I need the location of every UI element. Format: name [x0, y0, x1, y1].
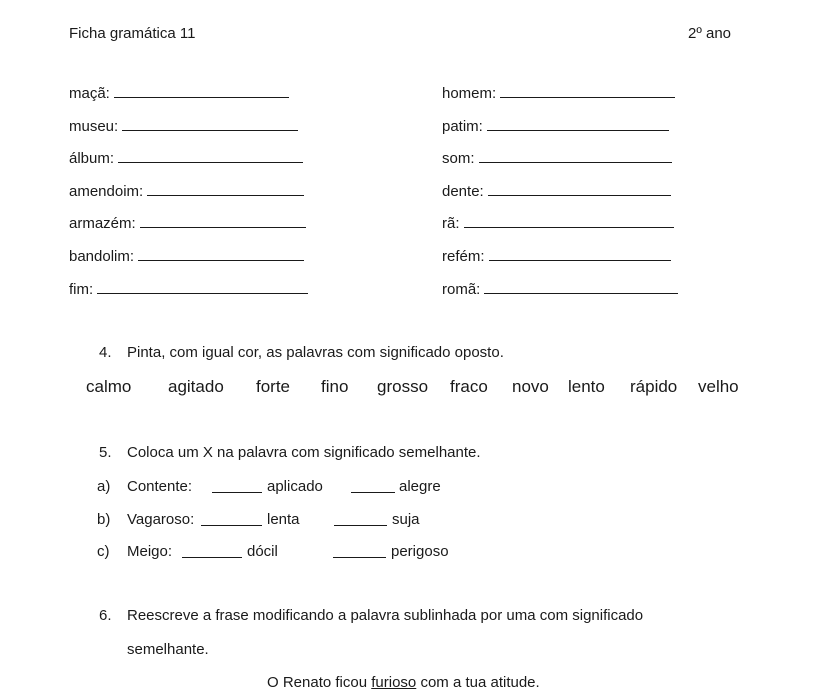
question-number: 5.	[99, 444, 112, 461]
check-blank[interactable]	[212, 478, 262, 493]
answer-blank[interactable]	[464, 213, 674, 228]
word-row	[442, 213, 674, 232]
opposite-word[interactable]: fino	[321, 377, 349, 396]
word-label: museu:	[69, 118, 119, 135]
option-letter: a)	[97, 478, 111, 495]
check-blank[interactable]	[334, 511, 387, 526]
word-row	[442, 246, 671, 265]
answer-blank[interactable]	[97, 279, 308, 294]
answer-blank[interactable]	[484, 279, 678, 294]
option-choice: aplicado	[267, 478, 323, 495]
word-label: fim:	[69, 281, 94, 298]
answer-blank[interactable]	[500, 83, 675, 98]
opposite-word[interactable]: fraco	[450, 377, 488, 396]
opposite-word[interactable]: calmo	[86, 377, 132, 396]
answer-blank[interactable]	[118, 148, 303, 163]
answer-blank[interactable]	[147, 181, 304, 196]
option-word: Vagaroso:	[127, 511, 195, 528]
opposite-word[interactable]: velho	[698, 377, 739, 396]
word-row	[442, 279, 678, 298]
word-label: som:	[442, 150, 475, 167]
question-text-continued: semelhante.	[127, 641, 209, 658]
answer-blank[interactable]	[122, 116, 298, 131]
worksheet-title: Ficha gramática 11	[69, 25, 196, 42]
word-label: álbum:	[69, 150, 115, 167]
answer-blank[interactable]	[487, 116, 669, 131]
word-row	[442, 181, 671, 200]
word-row	[69, 213, 306, 232]
opposite-word[interactable]: novo	[512, 377, 549, 396]
question-6	[99, 607, 643, 624]
answer-blank[interactable]	[489, 246, 671, 261]
word-label: armazém:	[69, 215, 136, 232]
option-word: Contente:	[127, 478, 193, 495]
opposite-word[interactable]: agitado	[168, 377, 224, 396]
word-row	[69, 148, 303, 167]
question-text: Reescreve a frase modificando a palavra sublinhada por uma com significado	[127, 607, 644, 624]
word-row	[442, 148, 672, 167]
answer-blank[interactable]	[138, 246, 304, 261]
check-blank[interactable]	[182, 543, 242, 558]
option-word: Meigo:	[127, 543, 173, 560]
opposite-word[interactable]: lento	[568, 377, 605, 396]
question-text: Coloca um X na palavra com significado semelhante.	[127, 444, 481, 461]
option-choice: suja	[392, 511, 420, 528]
check-blank[interactable]	[351, 478, 395, 493]
word-label: dente:	[442, 183, 484, 200]
answer-blank[interactable]	[114, 83, 289, 98]
opposite-word[interactable]: forte	[256, 377, 291, 396]
sentence-start: O Renato ficou	[267, 674, 368, 691]
word-label: refém:	[442, 248, 485, 265]
word-label: maçã:	[69, 85, 110, 102]
word-row	[69, 246, 304, 265]
check-blank[interactable]	[333, 543, 386, 558]
question-number: 6.	[99, 607, 112, 624]
word-label: bandolim:	[69, 248, 135, 265]
answer-blank[interactable]	[140, 213, 306, 228]
word-label: romã:	[442, 281, 481, 298]
word-row	[69, 279, 308, 298]
option-letter: b)	[97, 511, 111, 528]
option-choice: alegre	[399, 478, 441, 495]
word-row	[442, 116, 669, 135]
check-blank[interactable]	[201, 511, 262, 526]
word-row	[69, 181, 304, 200]
word-row	[69, 83, 289, 102]
word-label: rã:	[442, 215, 460, 232]
answer-blank[interactable]	[488, 181, 671, 196]
question-5	[99, 444, 481, 461]
question-number: 4.	[99, 344, 112, 361]
word-row	[442, 83, 675, 102]
example-sentence	[267, 674, 540, 691]
opposite-word[interactable]: rápido	[630, 377, 678, 396]
answer-blank[interactable]	[479, 148, 672, 163]
opposite-word[interactable]: grosso	[377, 377, 429, 396]
underlined-word: furioso	[371, 674, 417, 691]
sentence-end: com a tua atitude.	[420, 674, 540, 691]
question-4	[99, 344, 504, 361]
word-label: amendoim:	[69, 183, 144, 200]
option-choice: lenta	[267, 511, 300, 528]
word-label: homem:	[442, 85, 497, 102]
option-letter: c)	[97, 543, 110, 560]
option-choice: perigoso	[391, 543, 449, 560]
option-choice: dócil	[247, 543, 278, 560]
word-row	[69, 116, 298, 135]
grade-label: 2º ano	[688, 25, 732, 42]
question-text: Pinta, com igual cor, as palavras com significado oposto.	[127, 344, 504, 361]
word-label: patim:	[442, 118, 483, 135]
